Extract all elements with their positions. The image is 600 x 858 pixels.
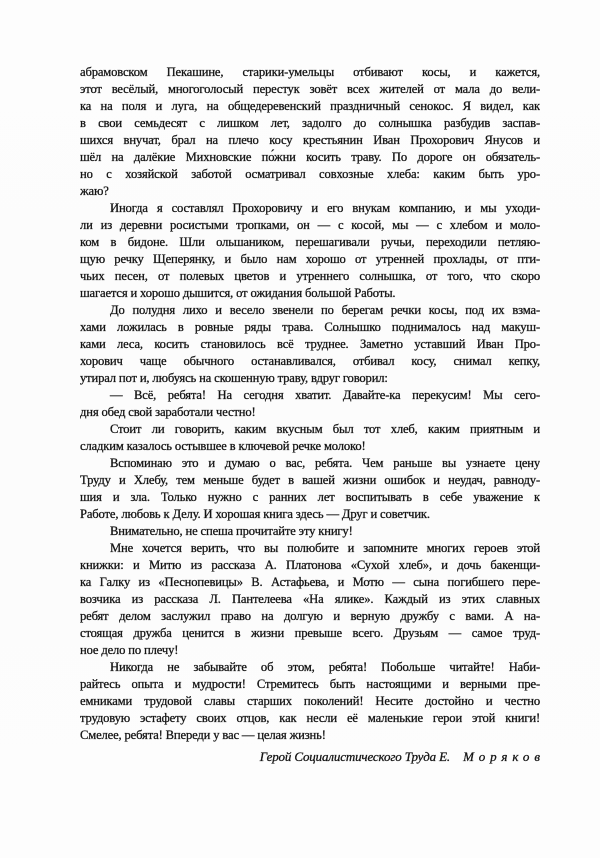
text-line: дня обед свой заработали честно! (80, 405, 256, 419)
text-line: Иногда я составлял Прохоровичу и его внукам компанию, и мы уходи- (110, 201, 540, 215)
text-line: хами ложилась в ровные ряды трава. Солнышко поднималось над макуш- (80, 320, 540, 334)
text-line: ка на поля и луга, на общедеревенский праздничный сенокос. Я видел, как (80, 99, 540, 113)
text-line: ное дело по плечу! (80, 643, 179, 657)
author-signature (80, 748, 545, 766)
text-line: Вспоминаю это и думаю о вас, ребята. Чем раньше вы узнаете цену (110, 456, 540, 470)
paragraph (80, 523, 540, 540)
signature-title: Герой Социалистического Труда Е. (259, 749, 450, 764)
text-line: Труду и Хлебу, тем меньше будет в вашей жизни ошибок и неудач, равноду- (80, 473, 540, 487)
text-line: возчика из рассказа Л. Пантелеева «На ялике». Каждый из этих славных (80, 592, 540, 606)
paragraph (80, 421, 540, 455)
text-line: чьих песен, от полевых цветов и утреннего солнышка, от того, что скоро (80, 269, 540, 283)
text-line: Работе, любовь к Делу. И хорошая книга здесь — Друг и советчик. (80, 507, 430, 521)
text-line: Внимательно, не спеша прочитайте эту книгу! (110, 524, 353, 538)
text-line: ка Галку из «Песнопевицы» В. Астафьева, и Мотю — сына погибшего пере- (80, 575, 540, 589)
text-line: ком в бидоне. Шли ольшаником, перешагивали ручьи, переходили петляю- (80, 235, 540, 249)
text-line: шёл на далёкие Михновские по́жни косить траву. По дороге он обязатель- (80, 150, 540, 164)
text-line: хорович чаще обычного останавливался, отбивал косу, снимал кепку, (80, 354, 540, 368)
page-text-block (80, 64, 540, 744)
text-line: — Всё, ребята! На сегодня хватит. Давайте-ка перекусим! Мы сего- (110, 388, 540, 402)
text-line: ребят делом заслужил право на долгую и верную дружбу с вами. А на- (80, 609, 540, 623)
text-line: но с хозяйской заботой осматривал совхозные хлеба: каким быть уро- (80, 167, 540, 181)
text-line: в свои семьдесят с лишком лет, задолго до солнышка разбудив заспав- (80, 116, 540, 130)
signature-name: Моряков (463, 749, 545, 764)
text-line: ли из деревни росистыми тропками, он — с косой, мы — с хлебом и моло- (80, 218, 540, 232)
paragraph (80, 455, 540, 523)
text-line: сладким казалось остывшее в ключевой речке молоко! (80, 439, 366, 453)
text-line: шихся внучат, брал на плечо косу крестьянин Иван Прохорович Янусов и (80, 133, 540, 147)
text-line: емниками трудовой славы старших поколений! Несите достойно и честно (80, 694, 540, 708)
text-line: шия и зла. Только нужно с ранних лет воспитывать в себе уважение к (80, 490, 540, 504)
text-line: щую речку Щеперянку, и было нам хорошо от утренней прохлады, от пти- (80, 252, 540, 266)
text-line: жаю? (80, 184, 109, 198)
paragraph (80, 302, 540, 387)
text-line: трудовую эстафету своих отцов, как несли её маленькие герои этой книги! (80, 711, 540, 725)
paragraph (80, 64, 540, 200)
text-line: ками леса, косить становилось всё труднее. Заметно уставший Иван Про- (80, 337, 540, 351)
page-text-column (80, 64, 545, 766)
text-line: Стоит ли говорить, каким вкусным был тот хлеб, каким приятным и (110, 422, 540, 436)
text-line: шагается и хорошо дышится, от ожидания большой Работы. (80, 286, 396, 300)
text-line: До полудня лихо и весело звенели по берегам речки косы, под их взма- (110, 303, 540, 317)
text-line: Смелее, ребята! Впереди у вас — целая жизнь! (80, 728, 326, 742)
text-line: этот весёлый, многоголосый перестук зовёт всех жителей от мала до вели- (80, 82, 540, 96)
text-line: стоящая дружба ценится в жизни превыше всего. Друзьям — самое труд- (80, 626, 540, 640)
paragraph (80, 200, 540, 302)
paragraph (80, 659, 540, 744)
paragraph (80, 387, 540, 421)
text-line: абрамовском Пекашине, старики-умельцы отбивают косы, и кажется, (80, 65, 540, 79)
paragraph (80, 540, 540, 659)
text-line: райтесь опыта и мудрости! Стремитесь быть настоящими и верными пре- (80, 677, 540, 691)
text-line: книжки: и Митю из рассказа А. Платонова «Сухой хлеб», и дочь бакенщи- (80, 558, 540, 572)
text-line: Никогда не забывайте об этом, ребята! Побольше читайте! Наби- (110, 660, 540, 674)
text-line: Мне хочется верить, что вы полюбите и запомните многих героев этой (110, 541, 540, 555)
text-line: утирал пот и, любуясь на скошенную траву, вдруг говорил: (80, 371, 388, 385)
